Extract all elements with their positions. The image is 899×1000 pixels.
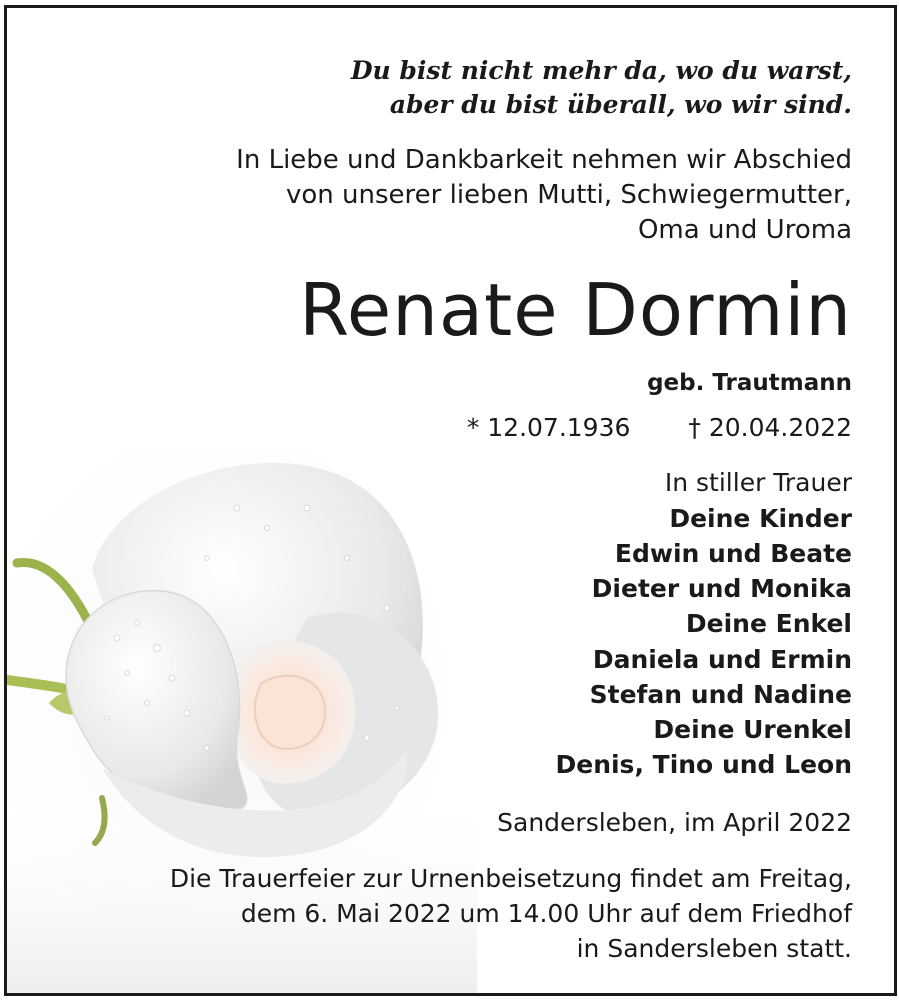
ceremony-line-2: dem 6. Mai 2022 um 14.00 Uhr auf dem Friedhof	[240, 899, 852, 928]
place-and-date: Sandersleben, im April 2022	[497, 808, 852, 837]
mourner-line: Dieter und Monika	[591, 574, 852, 603]
mourner-line: Deine Enkel	[685, 609, 852, 638]
mourners-heading: In stiller Trauer	[664, 468, 852, 497]
death-date: † 20.04.2022	[688, 413, 852, 442]
mourner-line: Stefan und Nadine	[589, 680, 852, 709]
mourner-line: Edwin und Beate	[614, 539, 852, 568]
obituary-card	[4, 5, 897, 996]
life-dates	[467, 413, 852, 442]
mourner-line: Daniela und Ermin	[592, 645, 852, 674]
deceased-name: Renate Dormin	[299, 268, 852, 352]
ceremony-line-1: Die Trauerfeier zur Urnenbeisetzung findet am Freitag,	[169, 864, 852, 893]
quote-line-1: Du bist nicht mehr da, wo du warst,	[350, 56, 852, 85]
intro-line-3: Oma und Uroma	[637, 215, 852, 245]
ceremony-line-3: in Sandersleben statt.	[576, 934, 852, 963]
birth-name: geb. Trautmann	[647, 370, 852, 396]
intro-line-2: von unserer lieben Mutti, Schwiegermutter,	[286, 180, 852, 210]
mourner-line: Deine Urenkel	[653, 715, 852, 744]
quote-line-2: aber du bist überall, wo wir sind.	[389, 90, 852, 119]
mourner-line: Denis, Tino und Leon	[555, 750, 852, 779]
birth-date: * 12.07.1936	[466, 413, 631, 442]
intro-line-1: In Liebe und Dankbarkeit nehmen wir Abschied	[236, 145, 852, 175]
mourner-line: Deine Kinder	[669, 504, 852, 533]
